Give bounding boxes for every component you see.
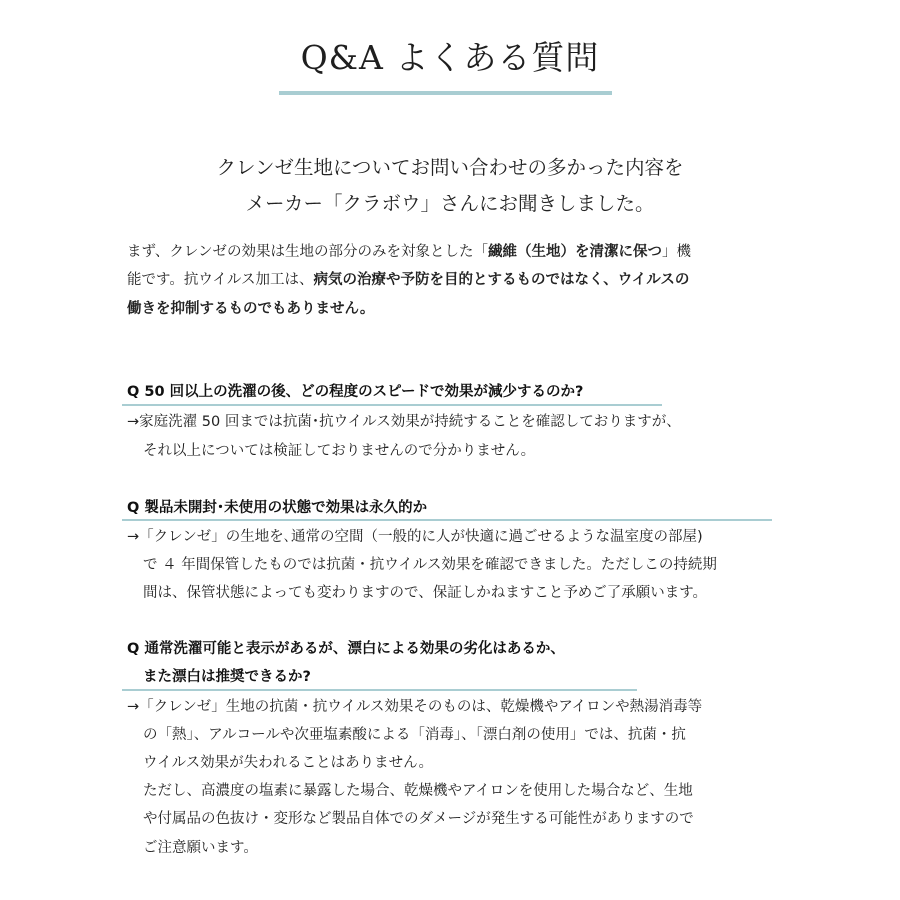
intro-line-2	[127, 268, 777, 289]
faq-answer-1-line-1: →家庭洗濯 50 回までは抗菌･抗ウイルス効果が持続することを確認しておりますが、	[127, 414, 681, 430]
faq-answer-3-line-4: ただし、高濃度の塩素に暴露した場合、乾燥機やアイロンを使用した場合など、生地	[143, 783, 693, 799]
faq-answer-1-line-2: それ以上については検証しておりませんので分かりません。	[143, 443, 536, 459]
question-text: 製品未開封･未使用の状態で効果は永久的か	[144, 500, 428, 516]
intro-emphasis: 働きを抑制するものでもありません。	[127, 301, 375, 317]
intro-text: 」機	[661, 244, 691, 260]
faq-answer-3-line-3: ウイルス効果が失われることはありません。	[143, 755, 433, 771]
question-mark-label: Q	[127, 500, 140, 516]
faq-answer-3-line-2: の「熱」、アルコールや次亜塩素酸による「消毒」、「漂白剤の使用」では、抗菌・抗	[143, 727, 686, 743]
question-underline	[122, 404, 662, 406]
faq-question-3	[127, 637, 565, 658]
intro-emphasis: 繊維（生地）を清潔に保つ	[487, 244, 662, 260]
question-underline	[122, 689, 637, 691]
subtitle-line-1: クレンゼ生地についてお問い合わせの多かった内容を	[216, 156, 684, 179]
faq-answer-2-line-1: →「クレンゼ」の生地を､通常の空間（一般的に人が快適に過ごせるような温室度の部屋)	[127, 529, 703, 545]
subtitle-line-2: メーカー「クラボウ」さんにお聞きしました。	[245, 192, 655, 215]
faq-answer-3-line-5: や付属品の色抜け・変形など製品自体でのダメージが発生する可能性がありますので	[143, 811, 694, 827]
question-text: 50 回以上の洗濯の後、どの程度のスピードで効果が減少するのか?	[144, 384, 584, 400]
question-text: 通常洗濯可能と表示があるが、漂白による効果の劣化はあるか、	[144, 641, 565, 657]
intro-line-3	[127, 297, 777, 318]
page-title: Q&A よくある質問	[300, 38, 600, 77]
intro-line-1	[127, 240, 777, 261]
faq-answer-3-line-1: →「クレンゼ」生地の抗菌・抗ウイルス効果そのものは、乾燥機やアイロンや熱湯消毒等	[127, 699, 703, 715]
faq-answer-2-line-3: 間は、保管状態によっても変わりますので、保証しかねますこと予めご了承願います。	[143, 585, 708, 601]
question-mark-label: Q	[127, 384, 140, 400]
title-underline	[279, 91, 612, 95]
intro-emphasis: 病気の治療や予防を目的とするものではなく、ウイルスの	[313, 272, 690, 288]
faq-answer-2-line-2: で ４ 年間保管したものでは抗菌・抗ウイルス効果を確認できました。ただしこの持続期	[143, 557, 717, 573]
faq-question-1	[127, 380, 583, 401]
faq-question-2	[127, 496, 427, 517]
faq-answer-3-line-6: ご注意願います。	[143, 840, 258, 856]
intro-text: 能です。抗ウイルス加工は、	[127, 272, 314, 288]
faq-question-3-line-2: また漂白は推奨できるか?	[143, 669, 311, 685]
question-mark-label: Q	[127, 641, 140, 657]
intro-text: まず、クレンゼの効果は生地の部分のみを対象とした「	[127, 244, 488, 260]
question-underline	[122, 519, 772, 521]
